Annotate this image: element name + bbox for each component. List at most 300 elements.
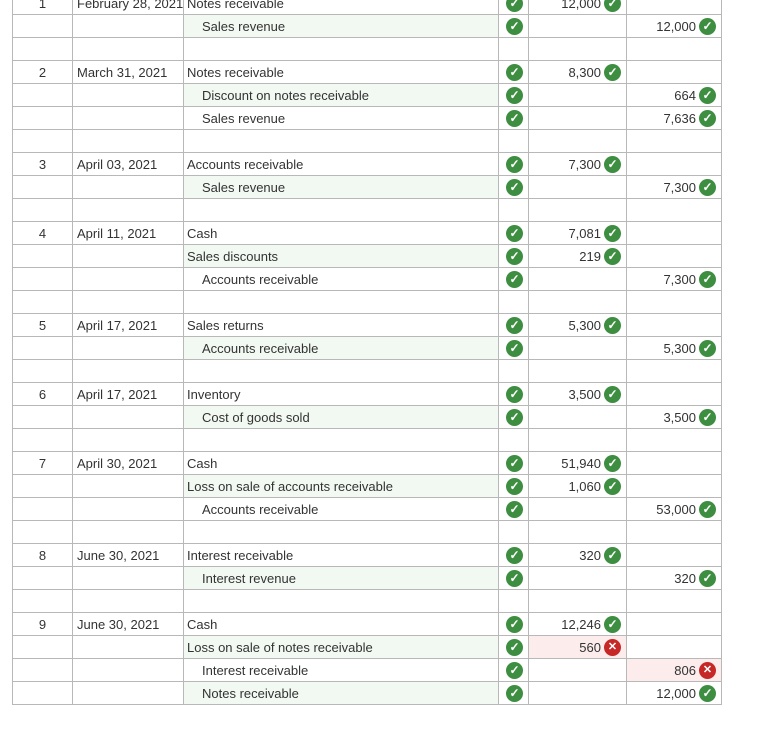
credit-amount: 5,300: [663, 341, 696, 356]
account-title: Sales revenue: [202, 111, 286, 126]
empty-cell: [72, 590, 183, 613]
empty-cell: [12, 38, 72, 61]
entry-number-cell: [12, 15, 72, 38]
entry-number-cell: [12, 245, 72, 268]
credit-amount: 53,000: [656, 502, 696, 517]
empty-cell: [12, 291, 72, 314]
journal-row: [0, 176, 773, 199]
date-cell[interactable]: [72, 0, 183, 15]
check-circle-icon: ✓: [604, 478, 621, 495]
account-status-cell: [498, 498, 528, 521]
entry-date: April 30, 2021: [77, 456, 158, 471]
journal-row: [0, 475, 773, 498]
check-circle-icon: ✓: [506, 547, 523, 564]
check-circle-icon: ✓: [699, 685, 716, 702]
date-cell[interactable]: [72, 452, 183, 475]
date-cell: [72, 84, 183, 107]
check-circle-icon: ✓: [604, 248, 621, 265]
account-field[interactable]: [183, 475, 498, 498]
credit-field[interactable]: [626, 314, 722, 337]
entry-number-cell: [12, 659, 72, 682]
debit-field[interactable]: [528, 406, 626, 429]
empty-cell: [72, 429, 183, 452]
account-status-cell: [498, 107, 528, 130]
spacer-row: [0, 360, 773, 383]
check-circle-icon: ✓: [699, 570, 716, 587]
empty-cell: [528, 130, 626, 153]
journal-row: [0, 61, 773, 84]
account-field[interactable]: [183, 268, 498, 291]
entry-date: April 17, 2021: [77, 318, 158, 333]
x-circle-icon: ✕: [699, 662, 716, 679]
account-title: Notes receivable: [187, 0, 284, 11]
credit-field[interactable]: [626, 682, 722, 705]
date-cell: [72, 475, 183, 498]
journal-row: [0, 498, 773, 521]
entry-number: 9: [38, 617, 47, 632]
check-circle-icon: ✓: [506, 455, 523, 472]
x-circle-icon: ✕: [604, 639, 621, 656]
empty-cell: [498, 360, 528, 383]
entry-number-cell: [12, 475, 72, 498]
account-title: Sales revenue: [202, 180, 286, 195]
debit-field[interactable]: [528, 337, 626, 360]
debit-field[interactable]: [528, 268, 626, 291]
check-circle-icon: ✓: [699, 340, 716, 357]
empty-cell: [498, 199, 528, 222]
journal-row: [0, 153, 773, 176]
credit-amount: 320: [674, 571, 696, 586]
spacer-row: [0, 199, 773, 222]
account-field[interactable]: [183, 659, 498, 682]
empty-cell: [528, 521, 626, 544]
debit-field[interactable]: [528, 544, 626, 567]
account-field[interactable]: [183, 567, 498, 590]
account-title: Inventory: [187, 387, 241, 402]
account-field[interactable]: [183, 337, 498, 360]
account-field[interactable]: [183, 406, 498, 429]
date-cell[interactable]: [72, 222, 183, 245]
entry-number: 1: [38, 0, 47, 11]
check-circle-icon: ✓: [699, 110, 716, 127]
account-status-cell: [498, 0, 528, 15]
entry-date: February 28, 2021: [77, 0, 184, 11]
debit-field[interactable]: [528, 84, 626, 107]
account-status-cell: [498, 659, 528, 682]
journal-row: [0, 406, 773, 429]
account-field[interactable]: [183, 682, 498, 705]
empty-cell: [72, 130, 183, 153]
account-status-cell: [498, 176, 528, 199]
account-field[interactable]: [183, 613, 498, 636]
empty-cell: [528, 590, 626, 613]
empty-cell: [498, 429, 528, 452]
debit-field[interactable]: [528, 567, 626, 590]
credit-field[interactable]: [626, 0, 722, 15]
empty-cell: [498, 291, 528, 314]
debit-field[interactable]: [528, 0, 626, 15]
debit-amount: 219: [579, 249, 601, 264]
account-title: Sales revenue: [202, 19, 286, 34]
spacer-row: [0, 38, 773, 61]
credit-field[interactable]: [626, 613, 722, 636]
journal-row: [0, 337, 773, 360]
date-cell: [72, 15, 183, 38]
credit-amount: 664: [674, 88, 696, 103]
debit-amount: 1,060: [568, 479, 601, 494]
credit-field[interactable]: [626, 406, 722, 429]
journal-row: [0, 245, 773, 268]
debit-amount: 51,940: [561, 456, 601, 471]
entry-number-cell: [12, 613, 72, 636]
credit-amount: 806: [674, 663, 696, 678]
check-circle-icon: ✓: [506, 317, 523, 334]
journal-row: [0, 567, 773, 590]
check-circle-icon: ✓: [506, 110, 523, 127]
account-field[interactable]: [183, 314, 498, 337]
check-circle-icon: ✓: [506, 156, 523, 173]
empty-cell: [183, 291, 498, 314]
account-title: Notes receivable: [187, 65, 284, 80]
empty-cell: [12, 521, 72, 544]
spacer-row: [0, 429, 773, 452]
check-circle-icon: ✓: [506, 616, 523, 633]
check-circle-icon: ✓: [506, 248, 523, 265]
date-cell: [72, 268, 183, 291]
credit-field[interactable]: [626, 452, 722, 475]
journal-row: [0, 314, 773, 337]
spacer-row: [0, 130, 773, 153]
debit-field[interactable]: [528, 176, 626, 199]
empty-cell: [498, 521, 528, 544]
empty-cell: [183, 521, 498, 544]
empty-cell: [72, 291, 183, 314]
empty-cell: [498, 38, 528, 61]
journal-row: [0, 0, 773, 15]
empty-cell: [183, 429, 498, 452]
journal-row: [0, 15, 773, 38]
check-circle-icon: ✓: [699, 501, 716, 518]
debit-field[interactable]: [528, 15, 626, 38]
empty-cell: [498, 130, 528, 153]
date-cell[interactable]: [72, 383, 183, 406]
entry-number-cell: [12, 682, 72, 705]
entry-number-cell: [12, 544, 72, 567]
empty-cell: [528, 199, 626, 222]
credit-amount: 12,000: [656, 19, 696, 34]
debit-field[interactable]: [528, 61, 626, 84]
entry-date: June 30, 2021: [77, 548, 160, 563]
empty-cell: [183, 360, 498, 383]
check-circle-icon: ✓: [506, 639, 523, 656]
account-status-cell: [498, 268, 528, 291]
account-status-cell: [498, 406, 528, 429]
credit-field[interactable]: [626, 107, 722, 130]
check-circle-icon: ✓: [604, 0, 621, 12]
debit-amount: 12,246: [561, 617, 601, 632]
account-title: Interest receivable: [187, 548, 294, 563]
check-circle-icon: ✓: [604, 455, 621, 472]
entry-number-cell: [12, 176, 72, 199]
entry-date: April 03, 2021: [77, 157, 158, 172]
account-field[interactable]: [183, 222, 498, 245]
date-cell: [72, 107, 183, 130]
account-field[interactable]: [183, 15, 498, 38]
credit-field[interactable]: [626, 636, 722, 659]
empty-cell: [626, 360, 722, 383]
journal-row: [0, 268, 773, 291]
check-circle-icon: ✓: [506, 570, 523, 587]
date-cell[interactable]: [72, 61, 183, 84]
credit-field[interactable]: [626, 383, 722, 406]
account-field[interactable]: [183, 452, 498, 475]
debit-field[interactable]: [528, 153, 626, 176]
empty-cell: [528, 429, 626, 452]
credit-field[interactable]: [626, 567, 722, 590]
credit-field[interactable]: [626, 245, 722, 268]
account-status-cell: [498, 222, 528, 245]
account-field[interactable]: [183, 544, 498, 567]
empty-cell: [12, 130, 72, 153]
empty-cell: [626, 521, 722, 544]
check-circle-icon: ✓: [506, 409, 523, 426]
credit-field[interactable]: [626, 222, 722, 245]
empty-cell: [183, 38, 498, 61]
check-circle-icon: ✓: [506, 662, 523, 679]
debit-field[interactable]: [528, 107, 626, 130]
check-circle-icon: ✓: [699, 18, 716, 35]
debit-field[interactable]: [528, 452, 626, 475]
account-field[interactable]: [183, 153, 498, 176]
debit-field[interactable]: [528, 498, 626, 521]
account-status-cell: [498, 153, 528, 176]
check-circle-icon: ✓: [699, 179, 716, 196]
account-title: Accounts receivable: [202, 272, 319, 287]
account-title: Cost of goods sold: [202, 410, 310, 425]
debit-amount: 560: [579, 640, 601, 655]
empty-cell: [528, 360, 626, 383]
account-field[interactable]: [183, 0, 498, 15]
credit-field[interactable]: [626, 176, 722, 199]
check-circle-icon: ✓: [699, 409, 716, 426]
empty-cell: [183, 130, 498, 153]
debit-field[interactable]: [528, 475, 626, 498]
debit-field[interactable]: [528, 636, 626, 659]
account-status-cell: [498, 61, 528, 84]
entry-number-cell: [12, 61, 72, 84]
debit-amount: 5,300: [568, 318, 601, 333]
entry-number: 5: [38, 318, 47, 333]
debit-field[interactable]: [528, 314, 626, 337]
empty-cell: [183, 590, 498, 613]
empty-cell: [72, 38, 183, 61]
journal-row: [0, 544, 773, 567]
empty-cell: [12, 199, 72, 222]
empty-cell: [498, 590, 528, 613]
journal-row: [0, 682, 773, 705]
empty-cell: [12, 590, 72, 613]
journal-row: [0, 107, 773, 130]
empty-cell: [626, 38, 722, 61]
date-cell: [72, 337, 183, 360]
entry-number-cell: [12, 84, 72, 107]
account-field[interactable]: [183, 176, 498, 199]
entry-number-cell: [12, 222, 72, 245]
account-status-cell: [498, 314, 528, 337]
account-status-cell: [498, 15, 528, 38]
credit-field[interactable]: [626, 84, 722, 107]
empty-cell: [72, 521, 183, 544]
debit-field[interactable]: [528, 682, 626, 705]
entry-number-cell: [12, 0, 72, 15]
empty-cell: [183, 199, 498, 222]
credit-amount: 7,300: [663, 180, 696, 195]
debit-field[interactable]: [528, 613, 626, 636]
entry-number-cell: [12, 636, 72, 659]
journal-row: [0, 613, 773, 636]
account-status-cell: [498, 636, 528, 659]
empty-cell: [626, 291, 722, 314]
journal-row: [0, 222, 773, 245]
account-field[interactable]: [183, 61, 498, 84]
entry-number-cell: [12, 268, 72, 291]
account-field[interactable]: [183, 636, 498, 659]
credit-field[interactable]: [626, 337, 722, 360]
check-circle-icon: ✓: [506, 386, 523, 403]
journal-row: [0, 636, 773, 659]
entry-number-cell: [12, 498, 72, 521]
entry-date: March 31, 2021: [77, 65, 168, 80]
account-title: Cash: [187, 617, 218, 632]
check-circle-icon: ✓: [506, 271, 523, 288]
account-field[interactable]: [183, 498, 498, 521]
entry-number: 8: [38, 548, 47, 563]
account-status-cell: [498, 567, 528, 590]
empty-cell: [626, 130, 722, 153]
entry-number-cell: [12, 314, 72, 337]
credit-field[interactable]: [626, 268, 722, 291]
empty-cell: [72, 199, 183, 222]
entry-number-cell: [12, 383, 72, 406]
entry-number: 6: [38, 387, 47, 402]
credit-field[interactable]: [626, 544, 722, 567]
account-title: Loss on sale of accounts receivable: [187, 479, 393, 494]
credit-field[interactable]: [626, 475, 722, 498]
credit-field[interactable]: [626, 15, 722, 38]
date-cell: [72, 682, 183, 705]
credit-amount: 7,636: [663, 111, 696, 126]
check-circle-icon: ✓: [699, 87, 716, 104]
account-status-cell: [498, 84, 528, 107]
credit-field[interactable]: [626, 659, 722, 682]
date-cell: [72, 406, 183, 429]
date-cell[interactable]: [72, 314, 183, 337]
check-circle-icon: ✓: [506, 478, 523, 495]
entry-number-cell: [12, 567, 72, 590]
entry-number-cell: [12, 452, 72, 475]
entry-number: 2: [38, 65, 47, 80]
date-cell[interactable]: [72, 613, 183, 636]
credit-amount: 7,300: [663, 272, 696, 287]
check-circle-icon: ✓: [506, 0, 523, 12]
entry-number: 7: [38, 456, 47, 471]
debit-field[interactable]: [528, 383, 626, 406]
spacer-row: [0, 291, 773, 314]
entry-date: April 11, 2021: [77, 226, 157, 241]
account-title: Interest revenue: [202, 571, 296, 586]
account-title: Sales discounts: [187, 249, 279, 264]
empty-cell: [626, 590, 722, 613]
check-circle-icon: ✓: [604, 225, 621, 242]
credit-field[interactable]: [626, 61, 722, 84]
debit-field[interactable]: [528, 659, 626, 682]
account-field[interactable]: [183, 107, 498, 130]
check-circle-icon: ✓: [699, 271, 716, 288]
check-circle-icon: ✓: [506, 18, 523, 35]
account-field[interactable]: [183, 245, 498, 268]
debit-field[interactable]: [528, 245, 626, 268]
check-circle-icon: ✓: [604, 386, 621, 403]
check-circle-icon: ✓: [506, 87, 523, 104]
account-title: Discount on notes receivable: [202, 88, 369, 103]
account-field[interactable]: [183, 84, 498, 107]
account-title: Cash: [187, 456, 218, 471]
account-title: Loss on sale of notes receivable: [187, 640, 373, 655]
journal-row: [0, 383, 773, 406]
date-cell[interactable]: [72, 153, 183, 176]
date-cell[interactable]: [72, 544, 183, 567]
check-circle-icon: ✓: [604, 616, 621, 633]
entry-number-cell: [12, 107, 72, 130]
date-cell: [72, 176, 183, 199]
account-title: Cash: [187, 226, 218, 241]
entry-date: June 30, 2021: [77, 617, 160, 632]
entry-number: 3: [38, 157, 47, 172]
account-status-cell: [498, 245, 528, 268]
entry-number-cell: [12, 406, 72, 429]
check-circle-icon: ✓: [604, 317, 621, 334]
credit-field[interactable]: [626, 153, 722, 176]
check-circle-icon: ✓: [604, 547, 621, 564]
check-circle-icon: ✓: [506, 340, 523, 357]
entry-number-cell: [12, 153, 72, 176]
empty-cell: [528, 38, 626, 61]
account-title: Accounts receivable: [202, 502, 319, 517]
date-cell: [72, 659, 183, 682]
date-cell: [72, 567, 183, 590]
account-status-cell: [498, 475, 528, 498]
account-title: Interest receivable: [202, 663, 309, 678]
empty-cell: [626, 429, 722, 452]
credit-amount: 12,000: [656, 686, 696, 701]
check-circle-icon: ✓: [604, 156, 621, 173]
account-field[interactable]: [183, 383, 498, 406]
account-status-cell: [498, 544, 528, 567]
date-cell: [72, 498, 183, 521]
empty-cell: [72, 360, 183, 383]
entry-number: 4: [38, 226, 47, 241]
debit-field[interactable]: [528, 222, 626, 245]
credit-field[interactable]: [626, 498, 722, 521]
date-cell: [72, 245, 183, 268]
credit-amount: 3,500: [663, 410, 696, 425]
account-title: Accounts receivable: [187, 157, 304, 172]
entry-number-cell: [12, 337, 72, 360]
check-circle-icon: ✓: [604, 64, 621, 81]
date-cell: [72, 636, 183, 659]
empty-cell: [12, 429, 72, 452]
debit-amount: 12,000: [561, 0, 601, 11]
